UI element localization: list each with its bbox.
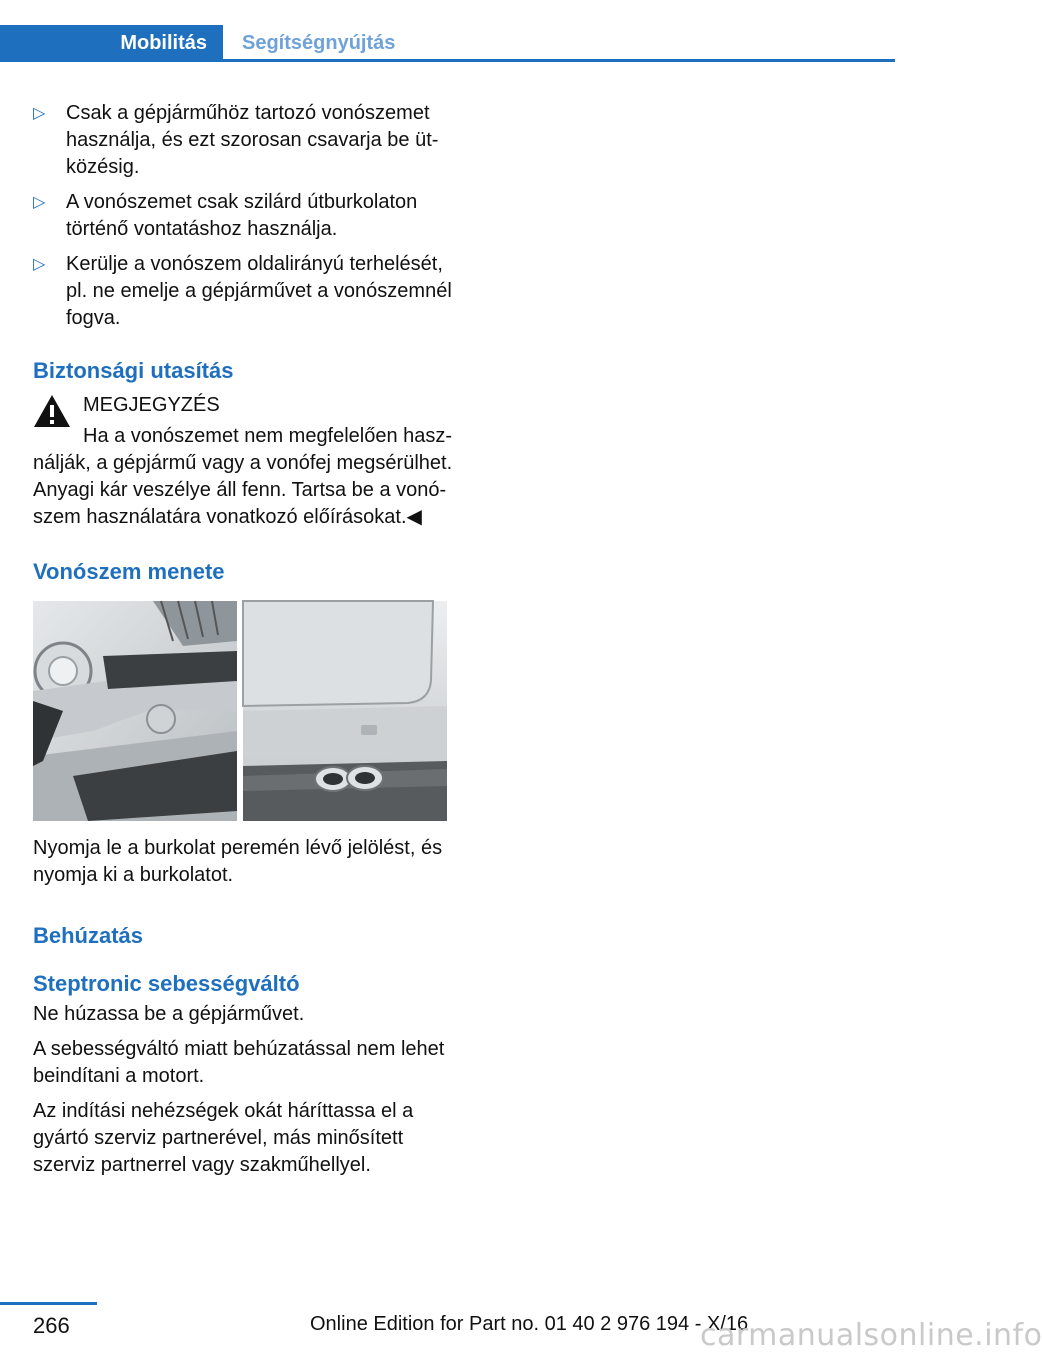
rear-bumper-image (243, 601, 447, 821)
section-heading-safety: Biztonsági utasítás (33, 358, 234, 383)
main-content (33, 100, 453, 1179)
list-item (33, 100, 453, 181)
triangle-bullet-icon: ▷ (33, 256, 46, 273)
figure-caption: Nyomja le a burkolat peremén lévő jelölést, és nyomja ki a burkolatot. (33, 837, 443, 886)
list-item-text: Kerülje a vonószem oldalirányú terhelését, pl. ne emelje a gépjárművet a vonószemnél fogva. (66, 253, 452, 329)
warning-text: Ha a vonószemet nem megfelelően használják, a gépjármű vagy a vonófej megsérülhet. Anyagi kár veszélye áll fenn. Tartsa be a vonószem használatára vonatkozó előírásokat.◀ (33, 425, 453, 528)
page-number: 266 (33, 1313, 70, 1338)
warning-triangle-icon (33, 394, 71, 428)
section-heading-vonoszem: Vonószem menete (33, 559, 225, 584)
tow-hook-cover-figure (33, 601, 447, 821)
warning-block (33, 392, 453, 531)
paragraph: Az indítási nehézségek okát háríttassa el a gyártó szerviz partnerével, más minősített szerviz partnerrel vagy szakműhellyel. (33, 1100, 414, 1176)
list-item-text: Csak a gépjárműhöz tartozó vonószemet használja, és ezt szorosan csavarja be ütközésig. (66, 102, 439, 178)
front-bumper-image (33, 601, 237, 821)
triangle-bullet-icon: ▷ (33, 194, 46, 211)
paragraph: Ne húzassa be a gépjárművet. (33, 1003, 305, 1025)
header-divider (0, 59, 895, 62)
paragraph: A sebességváltó miatt behúzatással nem lehet beindítani a motort. (33, 1038, 445, 1087)
section-heading-behuzatas: Behúzatás (33, 923, 144, 948)
page-number-rule (0, 1302, 97, 1305)
warning-title: MEGJEGYZÉS (83, 394, 220, 416)
list-item-text: A vonószemet csak szilárd útburkolaton történő vontatáshoz használja. (66, 191, 418, 240)
edition-info: Online Edition for Part no. 01 40 2 976 194 - X/16 (310, 1313, 749, 1335)
tab-mobilitas[interactable]: Mobilitás (0, 25, 223, 62)
triangle-bullet-icon: ▷ (33, 105, 46, 122)
subsection-heading-steptronic: Steptronic sebességváltó (33, 971, 300, 996)
list-item (33, 189, 453, 243)
list-item (33, 251, 453, 332)
tab-segitsegnyujtas[interactable]: Segítségnyújtás (242, 32, 396, 54)
header-bar (0, 0, 895, 62)
watermark: carmanualsonline.info (700, 1318, 1042, 1353)
